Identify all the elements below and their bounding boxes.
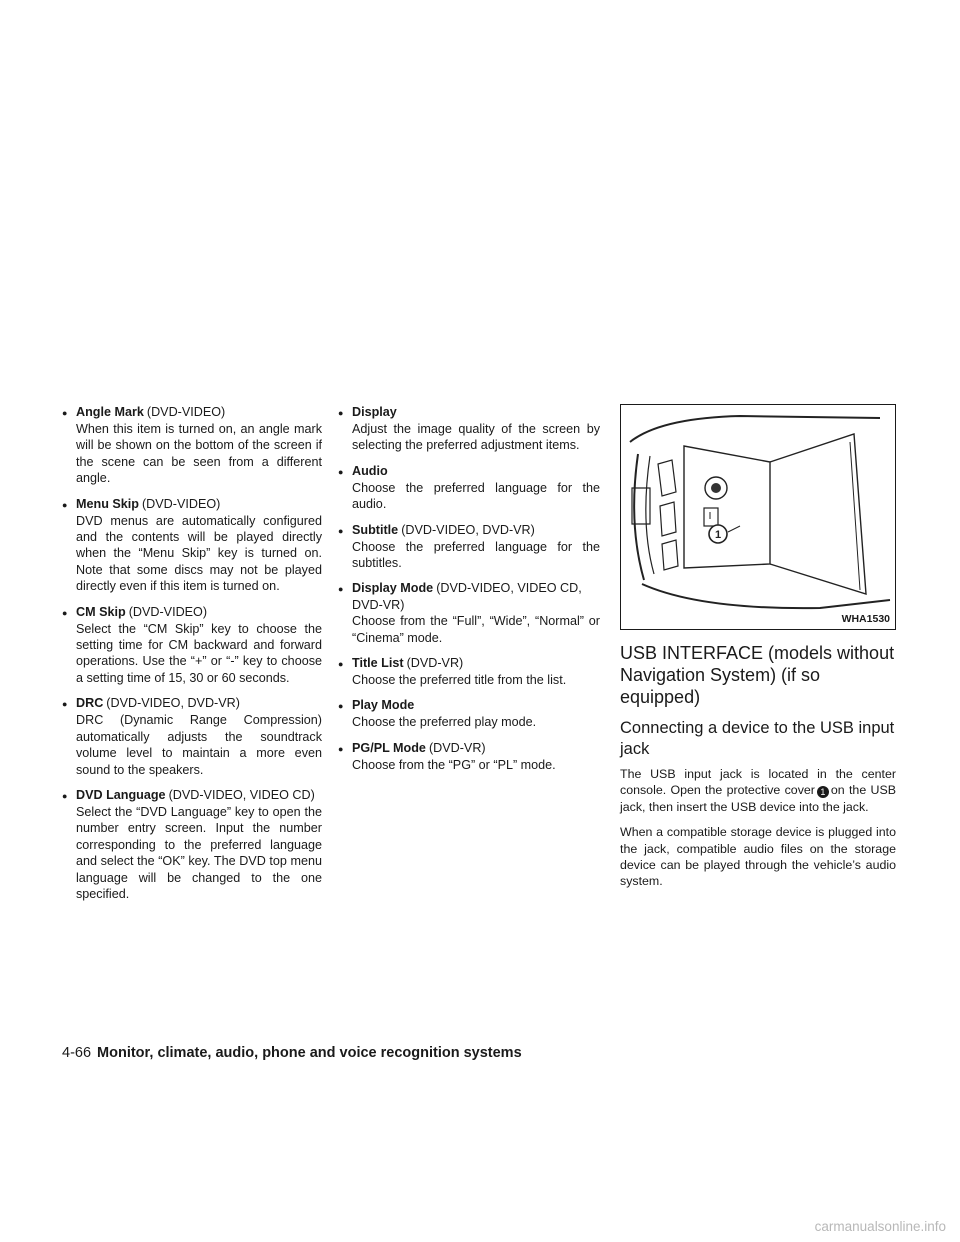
figure-label: WHA1530 bbox=[841, 612, 890, 625]
list-item bbox=[62, 787, 322, 902]
item-description: DRC (Dynamic Range Compression) automatically adjusts the soundtrack volume level to maintain a more even sound to the speakers. bbox=[76, 713, 322, 777]
list-item bbox=[338, 697, 600, 730]
item-term: DRC bbox=[76, 696, 104, 711]
bullet-icon: ● bbox=[338, 659, 344, 670]
item-qualifier: (DVD-VIDEO) bbox=[128, 604, 208, 619]
item-description: DVD menus are automatically configured and the contents will be played directly when the “Menu Skip” key is turned on. Note that some discs may not be played directly even if this item is turned on. bbox=[76, 513, 322, 594]
bullet-icon: ● bbox=[62, 499, 68, 510]
bullet-icon: ● bbox=[62, 607, 68, 618]
item-term: Display Mode bbox=[352, 581, 434, 596]
callout-number: 1 bbox=[714, 529, 722, 541]
list-item bbox=[62, 404, 322, 487]
item-term: DVD Language bbox=[76, 787, 166, 802]
item-qualifier: (DVD-VIDEO, DVD-VR) bbox=[401, 522, 535, 537]
item-term: Display bbox=[352, 405, 397, 419]
item-term: Title List bbox=[352, 656, 404, 671]
item-description: Choose from the “Full”, “Wide”, “Normal” or “Cinema” mode. bbox=[352, 614, 600, 645]
item-description: Choose the preferred title from the list. bbox=[352, 673, 567, 688]
item-term: Menu Skip bbox=[76, 496, 139, 511]
item-qualifier: (DVD-VR) bbox=[406, 656, 464, 671]
item-qualifier: (DVD-VIDEO, DVD-VR) bbox=[106, 696, 240, 711]
bullet-icon: ● bbox=[62, 699, 68, 710]
bullet-icon: ● bbox=[62, 790, 68, 801]
item-qualifier: (DVD-VIDEO) bbox=[146, 405, 226, 419]
page-number: 4-66 bbox=[62, 1045, 92, 1061]
chapter-title: Monitor, climate, audio, phone and voice recognition systems bbox=[97, 1045, 522, 1061]
subsection-heading: Connecting a device to the USB input jack bbox=[620, 719, 895, 758]
item-heading bbox=[352, 580, 600, 613]
bullet-icon: ● bbox=[338, 408, 344, 418]
list-item bbox=[62, 496, 322, 595]
item-qualifier: (DVD-VR) bbox=[428, 740, 486, 755]
bullet-icon: ● bbox=[338, 525, 344, 536]
watermark: carmanualsonline.info bbox=[814, 1219, 946, 1234]
item-term: CM Skip bbox=[76, 604, 126, 619]
paragraph: When a compatible storage device is plugged into the jack, compatible audio files on the storage device can be played through the vehicle’s audio system. bbox=[620, 825, 896, 889]
list-item bbox=[338, 522, 600, 572]
list-item bbox=[338, 463, 600, 513]
item-term: Subtitle bbox=[352, 522, 399, 537]
list-item bbox=[62, 695, 322, 778]
item-term: PG/PL Mode bbox=[352, 740, 426, 755]
bullet-icon: ● bbox=[338, 466, 344, 477]
item-description: When this item is turned on, an angle mark will be shown on the bottom of the screen if the scene can be seen from a different angle. bbox=[76, 422, 322, 486]
right-column bbox=[620, 404, 896, 899]
left-column bbox=[62, 404, 322, 911]
item-description: Adjust the image quality of the screen by selecting the preferred adjustment items. bbox=[352, 422, 600, 453]
list-item bbox=[338, 655, 600, 688]
item-qualifier: (DVD-VIDEO) bbox=[141, 496, 221, 511]
console-drawing bbox=[620, 404, 896, 630]
item-description: Select the “CM Skip” key to choose the setting time for CM backward and forward operations. Use the “+” or “-” key to choose a setting time of 15, 30 or 60 seconds. bbox=[76, 621, 322, 685]
section-heading: USB INTERFACE (models without Navigation System) (if so equipped) bbox=[620, 643, 895, 707]
middle-column bbox=[338, 404, 600, 782]
list-item bbox=[338, 404, 600, 454]
item-term: Audio bbox=[352, 463, 388, 478]
item-description: Select the “DVD Language” key to open the number entry screen. Input the number corresponding to the preferred language and select the “OK” key. The DVD top menu language will be changed to the one specified. bbox=[76, 804, 322, 901]
item-description: Choose the preferred play mode. bbox=[352, 715, 537, 730]
list-item bbox=[338, 740, 600, 773]
bullet-icon: ● bbox=[338, 743, 344, 754]
paragraph bbox=[620, 766, 896, 815]
bullet-icon: ● bbox=[62, 408, 68, 418]
list-item bbox=[62, 604, 322, 687]
callout-icon: 1 bbox=[817, 786, 829, 798]
usb-jack-illustration bbox=[620, 404, 896, 630]
item-qualifier: (DVD-VIDEO, VIDEO CD, DVD-VR) bbox=[352, 581, 582, 612]
list-item bbox=[338, 580, 600, 646]
item-term: Play Mode bbox=[352, 698, 415, 713]
item-description: Choose the preferred language for the audio. bbox=[352, 480, 600, 512]
item-term: Angle Mark bbox=[76, 405, 144, 419]
bullet-icon: ● bbox=[338, 584, 344, 595]
paragraph-text: on the USB jack, then insert the USB device into the jack. bbox=[620, 783, 896, 814]
item-qualifier: (DVD-VIDEO, VIDEO CD) bbox=[168, 787, 315, 802]
bullet-icon: ● bbox=[338, 701, 344, 712]
paragraph-text: The USB input jack is located in the center console. Open the protective cover bbox=[620, 767, 896, 798]
item-description: Choose the preferred language for the subtitles. bbox=[352, 539, 600, 571]
page-footer bbox=[62, 1045, 522, 1061]
item-description: Choose from the “PG” or “PL” mode. bbox=[352, 757, 556, 772]
